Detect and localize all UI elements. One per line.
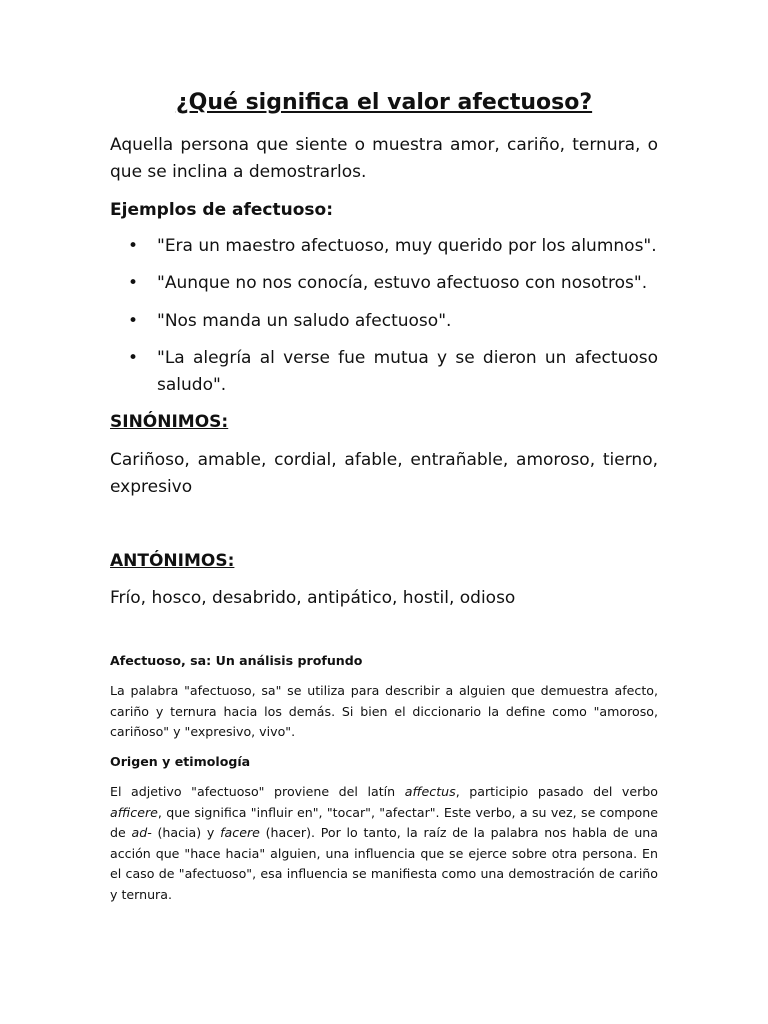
bullet-icon: • — [128, 348, 139, 368]
page-title: ¿Qué significa el valor afectuoso? — [175, 90, 593, 115]
latin-word: afficere — [110, 804, 158, 820]
synonyms-list: Cariñoso, amable, cordial, afable, entrañable, amoroso, tierno, expresivo — [110, 450, 658, 497]
list-item — [110, 345, 658, 399]
list-item — [110, 308, 658, 335]
bullet-icon: • — [128, 236, 139, 256]
origin-text: El adjetivo "afectuoso" proviene del latín — [110, 784, 405, 799]
bullet-icon: • — [128, 311, 139, 331]
examples-heading: Ejemplos de afectuoso: — [110, 200, 333, 220]
example-text: "Era un maestro afectuoso, muy querido por los alumnos". — [157, 236, 657, 256]
example-text: "Aunque no nos conocía, estuvo afectuoso con nosotros". — [157, 273, 648, 293]
bullet-icon: • — [128, 273, 139, 293]
origin-text: , participio pasado del verbo — [455, 784, 658, 799]
latin-word: facere — [220, 825, 260, 840]
antonyms-heading: ANTÓNIMOS: — [110, 551, 235, 571]
antonyms-list: Frío, hosco, desabrido, antipático, hostil, odioso — [110, 588, 516, 608]
list-item — [110, 270, 658, 297]
analysis-paragraph: La palabra "afectuoso, sa" se utiliza para describir a alguien que demuestra afecto, cariño y ternura hacia los demás. Si bien el diccionario la define como "amoroso, cariñoso" y "expresivo, vivo". — [110, 683, 658, 739]
synonyms-heading: SINÓNIMOS: — [110, 412, 229, 432]
example-text: "La alegría al verse fue mutua y se dieron un afectuoso saludo". — [157, 348, 658, 395]
latin-word: ad- — [131, 825, 152, 840]
latin-word: affectus — [404, 784, 456, 799]
example-text: "Nos manda un saludo afectuoso". — [157, 311, 452, 331]
origin-paragraph — [110, 782, 658, 905]
origin-text: , que significa "influir en", "tocar", "afectar". Este verbo, a su vez, se compone de — [110, 804, 658, 840]
origin-heading: Origen y etimología — [110, 754, 251, 769]
origin-text: (hacer). Por lo tanto, la raíz de la palabra nos habla de una acción que "hace hacia" alguien, una influencia que se ejerce sobre otra persona. En el caso de "afectuoso", esa influencia se manifiesta como una demostración de cariño y ternura. — [110, 825, 659, 902]
list-item — [110, 233, 658, 260]
definition-paragraph: Aquella persona que siente o muestra amor, cariño, ternura, o que se inclina a demostrarlos. — [110, 135, 658, 182]
analysis-heading: Afectuoso, sa: Un análisis profundo — [110, 653, 363, 668]
origin-text: (hacia) y — [151, 825, 221, 840]
